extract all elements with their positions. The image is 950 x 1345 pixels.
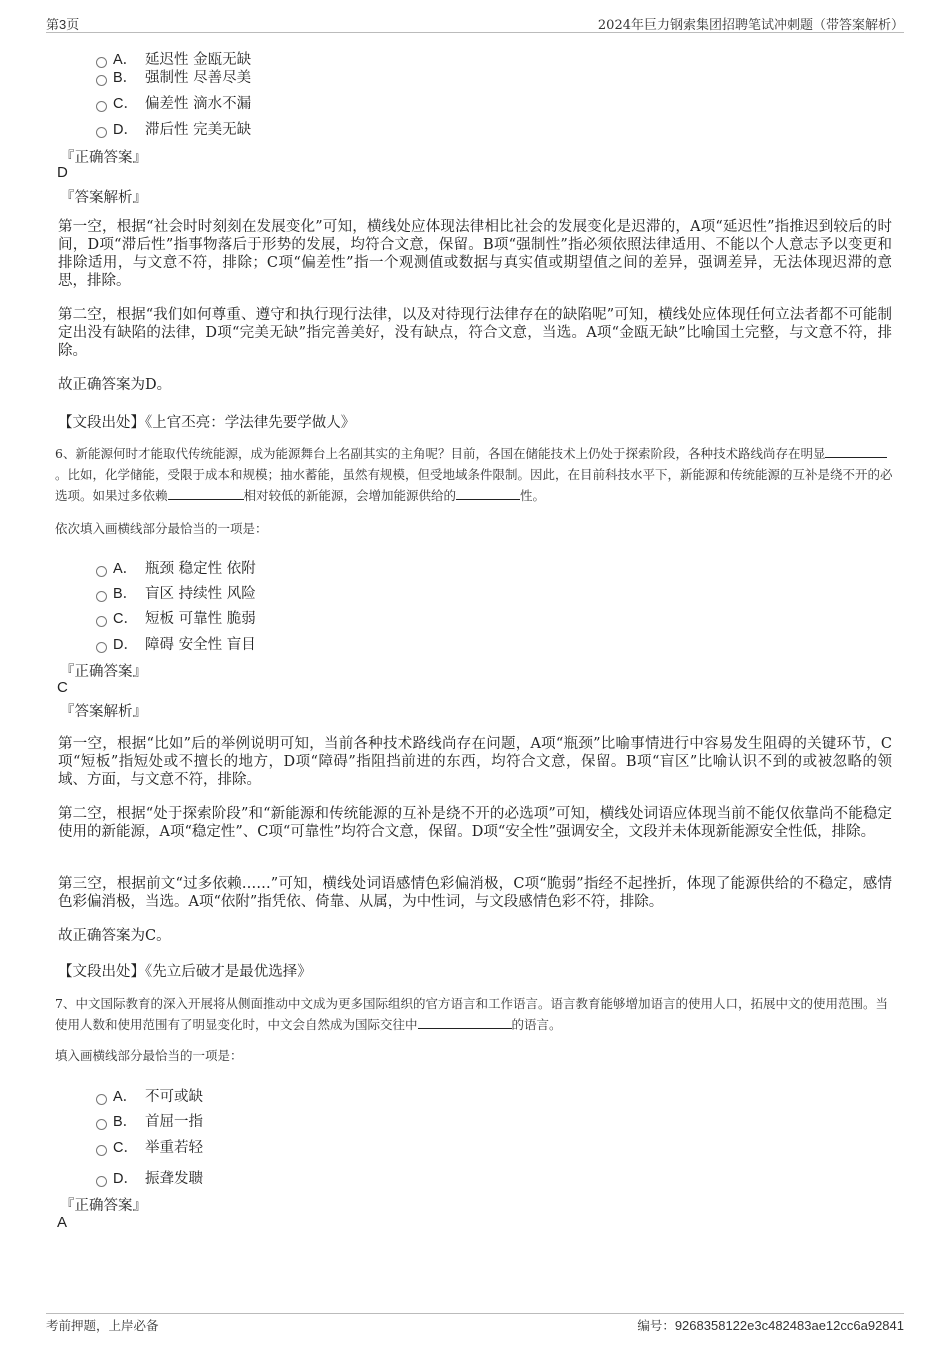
document-code: 编号：9268358122e3c482483ae12cc6a92841 — [637, 1318, 904, 1333]
text-source: 【文段出处】《上官丕亮：学法律先要学做人》 — [58, 415, 356, 431]
analysis-paragraph: 第一空，根据“比如”后的举例说明可知，当前各种技术路线尚存在问题，A项“瓶颈”比喻事情进行中容易发生阻碍的关键环节，C项“短板”指短处或不擅长的地方，D项“障碍”指阻挡前进的东西，均符合文意，保留。B项“盲区”比喻认识不到的或被忽略的领域、方面，与文意不符，排除。 — [58, 736, 892, 788]
radio-icon[interactable] — [96, 1145, 107, 1156]
radio-icon[interactable] — [96, 566, 107, 577]
answer-blank — [456, 486, 520, 500]
q7-option-d[interactable]: D． 振聋发聩 — [96, 1167, 203, 1188]
q5-option-c[interactable]: C． 偏差性 滴水不漏 — [96, 92, 251, 113]
question-prompt: 依次填入画横线部分最恰当的一项是： — [55, 521, 268, 536]
correct-answer: C — [57, 679, 68, 696]
analysis-label: 『答案解析』 — [60, 704, 147, 720]
q6-option-a[interactable]: A． 瓶颈 稳定性 依附 — [96, 557, 256, 578]
radio-icon[interactable] — [96, 591, 107, 602]
question-stem: 7、中文国际教育的深入开展将从侧面推动中文成为更多国际组织的官方语言和工作语言。语言教育能够增加语言的使用人口，拓展中文的使用范围。当使用人数和使用范围有了明显变化时，中文会自然成为国际交往中 的语言。 — [55, 996, 888, 1032]
correct-answer: A — [57, 1214, 68, 1231]
q5-option-d[interactable]: D． 滞后性 完美无缺 — [96, 118, 251, 139]
question-stem: 6、新能源何时才能取代传统能源，成为能源舞台上名副其实的主角呢？目前，各国在储能技术上仍处于探索阶段，各种技术路线尚存在明显。比如，化学储能，受限于成本和规模；抽水蓄能，虽然有规模，但受地域条件限制。因此，在目前科技水平下，新能源和传统能源的互补是绕不开的必选项。如果过多依赖 相对较低的新能源，会增加能源供给的 性。 — [55, 446, 893, 503]
radio-icon[interactable] — [96, 616, 107, 627]
analysis-label: 『答案解析』 — [60, 190, 147, 206]
q5-option-a[interactable]: A． 延迟性 金瓯无缺 — [96, 48, 251, 69]
radio-icon[interactable] — [96, 75, 107, 86]
analysis-paragraph: 第三空，根据前文“过多依赖……”可知，横线处词语感情色彩偏消极，C项“脆弱”指经不起挫折，体现了能源供给的不稳定，感情色彩偏消极，当选。A项“依附”指凭依、倚靠、从属，为中性词，与文段感情色彩不符，排除。 — [58, 876, 892, 910]
answer-label: 『正确答案』 — [60, 150, 147, 166]
analysis-conclusion: 故正确答案为D。 — [58, 377, 172, 393]
q5-option-b[interactable]: B． 强制性 尽善尽美 — [96, 66, 251, 87]
answer-label: 『正确答案』 — [60, 1198, 147, 1214]
answer-label: 『正确答案』 — [60, 664, 147, 680]
document-title: 2024年巨力钢索集团招聘笔试冲刺题（带答案解析） — [597, 18, 904, 33]
radio-icon[interactable] — [96, 642, 107, 653]
analysis-paragraph: 第一空，根据“社会时时刻刻在发展变化”可知，横线处应体现法律相比社会的发展变化是迟滞的，A项“延迟性”指推迟到较后的时间，D项“滞后性”指事物落后于形势的发展，均符合文意，保留。B项“强制性”指必须依照法律适用、不能以个人意志予以变更和排除适用，与文意不符，排除；C项“偏差性”指一个观测值或数据与真实值或期望值之间的差异，强调差异，无法体现迟滞的意思，排除。 — [58, 219, 892, 289]
radio-icon[interactable] — [96, 127, 107, 138]
page-header — [46, 12, 904, 33]
radio-icon[interactable] — [96, 1094, 107, 1105]
q7-option-b[interactable]: B． 首屈一指 — [96, 1110, 203, 1131]
analysis-paragraph: 第二空，根据“处于探索阶段”和“新能源和传统能源的互补是绕不开的必选项”可知，横线处词语应体现当前不能仅依靠尚不能稳定使用的新能源，A项“稳定性”、C项“可靠性”均符合文意，保留。D项“安全性”强调安全，文段并未体现新能源安全性低，排除。 — [58, 806, 892, 840]
q6-option-b[interactable]: B． 盲区 持续性 风险 — [96, 582, 256, 603]
answer-blank — [168, 486, 244, 500]
q7-option-c[interactable]: C． 举重若轻 — [96, 1136, 203, 1157]
radio-icon[interactable] — [96, 101, 107, 112]
q7-option-a[interactable]: A． 不可或缺 — [96, 1085, 203, 1106]
radio-icon[interactable] — [96, 1119, 107, 1130]
footer-slogan: 考前押题，上岸必备 — [46, 1318, 159, 1333]
question-prompt: 填入画横线部分最恰当的一项是： — [55, 1048, 243, 1063]
radio-icon[interactable] — [96, 1176, 107, 1187]
analysis-paragraph: 第二空，根据“我们如何尊重、遵守和执行现行法律，以及对待现行法律存在的缺陷呢”可知，横线处应体现任何立法者都不可能制定出没有缺陷的法律，D项“完美无缺”指完善美好，没有缺点，符合文意，当选。A项“金瓯无缺”比喻国土完整，与文意不符，排除。 — [58, 307, 892, 359]
page-footer — [46, 1313, 904, 1333]
answer-blank — [825, 444, 887, 458]
correct-answer: D — [57, 164, 68, 181]
analysis-conclusion: 故正确答案为C。 — [58, 928, 171, 944]
page-number: 第3页 — [46, 17, 80, 32]
text-source: 【文段出处】《先立后破才是最优选择》 — [58, 964, 312, 980]
answer-blank — [418, 1015, 512, 1029]
q6-option-c[interactable]: C． 短板 可靠性 脆弱 — [96, 607, 256, 628]
q6-option-d[interactable]: D． 障碍 安全性 盲目 — [96, 633, 256, 654]
